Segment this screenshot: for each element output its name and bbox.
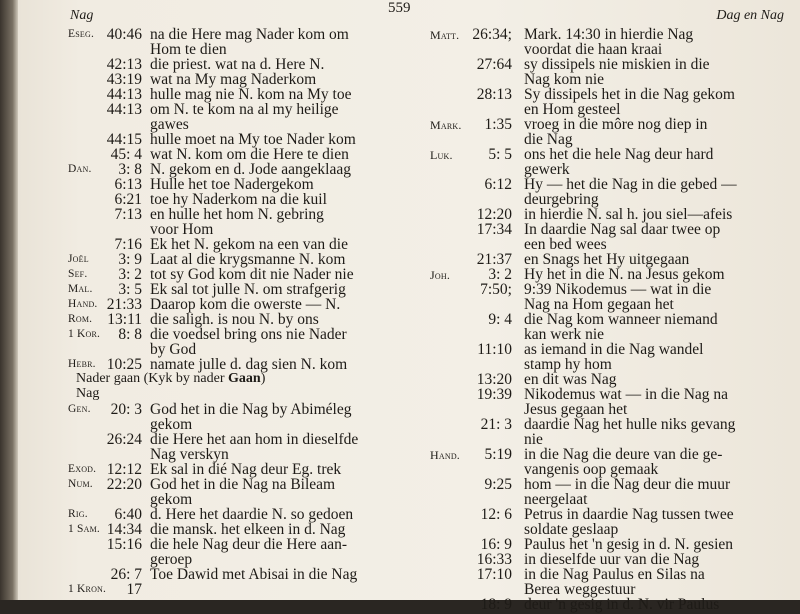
- concordance-entry: [410, 596, 800, 611]
- concordance-entry: [410, 251, 800, 266]
- verse-excerpt: Hy — het die Nag in die gebed —: [524, 176, 737, 193]
- concordance-entry: [410, 311, 800, 326]
- concordance-entry: [410, 401, 800, 416]
- verse-reference: 6:12: [484, 176, 512, 193]
- verse-excerpt: toe hy Naderkom na die kuil: [150, 191, 327, 208]
- verse-reference: 16:33: [476, 551, 512, 568]
- concordance-entry: [18, 386, 408, 401]
- dictionary-page: [18, 0, 800, 613]
- verse-reference: 8: 8: [118, 326, 142, 343]
- verse-excerpt: hom — in die Nag deur die muur: [524, 476, 731, 493]
- verse-excerpt: God het in die Nag na Bileam: [150, 476, 336, 493]
- heading-note: gaan (Kyk by nader: [110, 371, 228, 386]
- verse-reference: 12:20: [476, 206, 512, 223]
- verse-excerpt: Nag na Hom gegaan het: [524, 296, 674, 313]
- verse-reference: 43:19: [106, 71, 142, 88]
- verse-reference: 21:33: [106, 296, 142, 313]
- concordance-entry: [18, 146, 408, 161]
- verse-excerpt: hulle mag nie N. kom na My toe: [150, 86, 352, 103]
- verse-excerpt: d. Here het daardie N. so gedoen: [150, 506, 354, 523]
- verse-excerpt: Nikodemus wat — in die Nag na: [524, 386, 729, 403]
- verse-excerpt: die saligh. is nou N. by ons: [150, 311, 319, 328]
- verse-excerpt: namate julle d. dag sien N. kom: [150, 356, 348, 373]
- concordance-entry: [18, 296, 408, 311]
- verse-reference: 21:37: [476, 251, 512, 268]
- verse-reference: 13:20: [476, 371, 512, 388]
- verse-excerpt: 9:39 Nikodemus — wat in die: [524, 281, 712, 298]
- verse-reference: 44:13: [106, 101, 142, 118]
- verse-excerpt: Hulle het toe Nadergekom: [150, 176, 314, 193]
- concordance-entry: [410, 281, 800, 296]
- verse-excerpt: en Hom gesteel: [524, 101, 621, 118]
- book-abbreviation: Rig.: [68, 508, 88, 520]
- verse-excerpt: die Here het aan hom in dieselfde: [150, 431, 359, 448]
- concordance-entry: [18, 536, 408, 551]
- verse-excerpt: N. gekom en d. Jode aangeklaag: [150, 161, 352, 178]
- book-abbreviation: Hebr.: [68, 358, 96, 370]
- verse-reference: 12: 6: [480, 506, 512, 523]
- verse-excerpt: stamp hy hom: [524, 356, 612, 373]
- verse-reference: 6:21: [114, 191, 142, 208]
- verse-reference: 14:34: [106, 521, 142, 538]
- verse-excerpt: en hulle het hom N. gebring: [150, 206, 324, 223]
- verse-excerpt: die Nag kom wanneer niemand: [524, 311, 718, 328]
- verse-excerpt: Jesus gegaan het: [524, 401, 628, 418]
- concordance-entry: [410, 26, 800, 41]
- concordance-entry: [410, 551, 800, 566]
- concordance-entry: [18, 116, 408, 131]
- right-column: [410, 26, 800, 611]
- verse-reference: 7:50;: [480, 281, 512, 298]
- concordance-entry: [18, 326, 408, 341]
- verse-excerpt: Berea weggestuur: [524, 581, 636, 598]
- concordance-entry: [18, 41, 408, 56]
- concordance-entry: [18, 206, 408, 221]
- concordance-entry: [18, 431, 408, 446]
- verse-reference: 42:13: [106, 56, 142, 73]
- verse-excerpt: soldate geslaap: [524, 521, 619, 538]
- concordance-entry: [18, 491, 408, 506]
- concordance-entry: [410, 521, 800, 536]
- concordance-entry: [410, 461, 800, 476]
- verse-excerpt: vroeg in die môre nog diep in: [524, 116, 708, 133]
- heading-close: ): [260, 371, 266, 386]
- concordance-entry: [18, 221, 408, 236]
- concordance-entry: [410, 371, 800, 386]
- concordance-entry: [410, 266, 800, 281]
- verse-reference: 20: 3: [110, 401, 142, 418]
- verse-excerpt: die voedsel bring ons nie Nader: [150, 326, 347, 343]
- concordance-entry: [18, 311, 408, 326]
- concordance-entry: [18, 446, 408, 461]
- verse-excerpt: by God: [150, 341, 197, 358]
- verse-reference: 17:34: [476, 221, 512, 238]
- concordance-entry: [18, 281, 408, 296]
- concordance-entry: [410, 491, 800, 506]
- verse-reference: 45: 4: [110, 146, 142, 163]
- verse-reference: 17:10: [476, 566, 512, 583]
- verse-reference: 16: 9: [480, 536, 512, 553]
- verse-excerpt: Toe Dawid met Abisai in die Nag: [150, 566, 358, 583]
- book-abbreviation: Joël: [68, 253, 89, 265]
- book-abbreviation: Hand.: [68, 298, 98, 310]
- verse-excerpt: geroep: [150, 551, 193, 568]
- concordance-entry: [410, 356, 800, 371]
- concordance-entry: [18, 161, 408, 176]
- concordance-entry: [18, 401, 408, 416]
- verse-excerpt: Ek sal tot julle N. om strafgerig: [150, 281, 346, 298]
- concordance-entry: [18, 416, 408, 431]
- verse-excerpt: gekom: [150, 416, 193, 433]
- book-abbreviation: Exod.: [68, 463, 97, 475]
- heading-word: Nader: [76, 371, 111, 386]
- verse-excerpt: tot sy God kom dit nie Nader nie: [150, 266, 354, 283]
- concordance-entry: [410, 71, 800, 86]
- verse-excerpt: deurgebring: [524, 191, 599, 208]
- concordance-entry: [410, 101, 800, 116]
- section-heading: [76, 386, 99, 402]
- concordance-entry: [410, 581, 800, 596]
- book-abbreviation: Luk.: [430, 148, 453, 162]
- verse-excerpt: in die Nag die deure van die ge-: [524, 446, 723, 463]
- verse-excerpt: om N. te kom na al my heilige: [150, 101, 339, 118]
- verse-excerpt: kan werk nie: [524, 326, 605, 343]
- concordance-entry: [410, 386, 800, 401]
- concordance-entry: [410, 86, 800, 101]
- verse-excerpt: voor Hom: [150, 221, 214, 238]
- concordance-entry: [410, 41, 800, 56]
- verse-reference: 21: 3: [480, 416, 512, 433]
- concordance-entry: [410, 206, 800, 221]
- book-abbreviation: 1 Kron.: [68, 583, 107, 595]
- verse-excerpt: gewerk: [524, 161, 570, 178]
- header-left-word: Nag: [70, 8, 94, 23]
- verse-excerpt: Sy dissipels het in die Nag gekom: [524, 86, 735, 103]
- verse-reference: 3: 9: [118, 251, 142, 268]
- concordance-entry: [410, 566, 800, 581]
- verse-excerpt: die Nag: [524, 131, 573, 148]
- verse-reference: 6:13: [114, 176, 142, 193]
- verse-reference: 10:25: [106, 356, 142, 373]
- book-abbreviation: 1 Sam.: [68, 523, 100, 535]
- verse-excerpt: een bed wees: [524, 236, 607, 253]
- concordance-entry: [18, 26, 408, 41]
- section-heading: [76, 371, 265, 387]
- concordance-entry: [18, 86, 408, 101]
- verse-reference: 3: 5: [118, 281, 142, 298]
- concordance-entry: [410, 476, 800, 491]
- book-abbreviation: Joh.: [430, 268, 451, 282]
- concordance-entry: [410, 326, 800, 341]
- concordance-entry: [410, 431, 800, 446]
- verse-excerpt: neergelaat: [524, 491, 588, 508]
- book-abbreviation: Num.: [68, 478, 93, 490]
- book-abbreviation: Hand.: [430, 448, 460, 462]
- verse-excerpt: en Snags het Hy uitgegaan: [524, 251, 690, 268]
- verse-excerpt: gawes: [150, 116, 189, 133]
- verse-excerpt: daardie Nag het hulle niks gevang: [524, 416, 736, 433]
- verse-reference: 15:16: [106, 536, 142, 553]
- concordance-entry: [410, 116, 800, 131]
- verse-reference: 26:24: [106, 431, 142, 448]
- verse-excerpt: hulle moet na My toe Nader kom: [150, 131, 356, 148]
- verse-excerpt: vangenis oop gemaak: [524, 461, 659, 478]
- concordance-entry: [410, 236, 800, 251]
- concordance-entry: [410, 146, 800, 161]
- concordance-entry: [410, 296, 800, 311]
- verse-excerpt: na die Here mag Nader kom om: [150, 26, 349, 43]
- concordance-entry: [18, 521, 408, 536]
- verse-excerpt: sy dissipels nie miskien in die: [524, 56, 710, 73]
- verse-excerpt: Nag verskyn: [150, 446, 229, 463]
- verse-reference: 3: 8: [118, 161, 142, 178]
- verse-reference: 9:25: [484, 476, 512, 493]
- verse-excerpt: as iemand in die Nag wandel: [524, 341, 704, 358]
- verse-reference: 44:15: [106, 131, 142, 148]
- page-header: [18, 0, 800, 24]
- left-column: [18, 26, 408, 596]
- verse-excerpt: deur 'n gesig in d. N. vir Paulus: [524, 596, 720, 613]
- concordance-entry: [410, 506, 800, 521]
- concordance-entry: [410, 341, 800, 356]
- verse-reference: 17: [126, 581, 142, 598]
- concordance-entry: [18, 71, 408, 86]
- verse-reference: 7:13: [114, 206, 142, 223]
- verse-excerpt: Mark. 14:30 in hierdie Nag: [524, 26, 694, 43]
- verse-reference: 26:34;: [472, 26, 512, 43]
- verse-excerpt: ons het die hele Nag deur hard: [524, 146, 714, 163]
- verse-excerpt: gekom: [150, 491, 193, 508]
- verse-excerpt: Ek sal in dié Nag deur Eg. trek: [150, 461, 342, 478]
- verse-excerpt: Ek het N. gekom na een van die: [150, 236, 348, 253]
- verse-reference: 1:35: [484, 116, 512, 133]
- concordance-entry: [410, 56, 800, 71]
- verse-excerpt: in die Nag Paulus en Silas na: [524, 566, 705, 583]
- book-abbreviation: Sef.: [68, 268, 88, 280]
- verse-excerpt: Paulus het 'n gesig in d. N. gesien: [524, 536, 734, 553]
- concordance-entry: [410, 221, 800, 236]
- book-abbreviation: Mark.: [430, 118, 462, 132]
- verse-reference: 13:11: [107, 311, 142, 328]
- verse-excerpt: Laat al die krygsmanne N. kom: [150, 251, 346, 268]
- concordance-entry: [18, 566, 408, 581]
- verse-excerpt: wat N. kom om die Here te dien: [150, 146, 349, 163]
- heading-word: Nag: [76, 386, 100, 401]
- concordance-entry: [18, 56, 408, 71]
- verse-reference: 22:20: [106, 476, 142, 493]
- verse-excerpt: en dit was Nag: [524, 371, 617, 388]
- verse-reference: 26: 7: [110, 566, 142, 583]
- concordance-entry: [18, 581, 408, 596]
- concordance-entry: [18, 356, 408, 371]
- verse-reference: 3: 2: [488, 266, 512, 283]
- verse-reference: 40:46: [106, 26, 142, 43]
- header-right-words: Dag en Nag: [716, 8, 784, 23]
- verse-excerpt: Nag kom nie: [524, 71, 605, 88]
- heading-crossref: Gaan: [228, 371, 261, 386]
- concordance-entry: [18, 476, 408, 491]
- concordance-entry: [18, 236, 408, 251]
- concordance-entry: [18, 371, 408, 386]
- page-number: 559: [388, 0, 411, 16]
- concordance-entry: [18, 551, 408, 566]
- verse-excerpt: nie: [524, 431, 543, 448]
- verse-reference: 28:13: [476, 86, 512, 103]
- verse-reference: 3: 2: [118, 266, 142, 283]
- concordance-entry: [410, 191, 800, 206]
- concordance-entry: [18, 341, 408, 356]
- concordance-entry: [18, 191, 408, 206]
- verse-excerpt: in hierdie N. sal h. jou siel—afeis: [524, 206, 733, 223]
- verse-excerpt: voordat die haan kraai: [524, 41, 663, 58]
- concordance-entry: [410, 446, 800, 461]
- verse-reference: 19:39: [476, 386, 512, 403]
- book-abbreviation: Gen.: [68, 403, 91, 415]
- concordance-entry: [410, 161, 800, 176]
- concordance-entry: [18, 506, 408, 521]
- concordance-entry: [18, 131, 408, 146]
- verse-excerpt: wat na My mag Naderkom: [150, 71, 317, 88]
- verse-excerpt: die hele Nag deur die Here aan-: [150, 536, 348, 553]
- verse-excerpt: die priest. wat na d. Here N.: [150, 56, 325, 73]
- verse-excerpt: Daarop kom die owerste — N.: [150, 296, 341, 313]
- verse-reference: 44:13: [106, 86, 142, 103]
- verse-excerpt: Petrus in daardie Nag tussen twee: [524, 506, 734, 523]
- concordance-entry: [18, 251, 408, 266]
- concordance-entry: [410, 416, 800, 431]
- verse-excerpt: In daardie Nag sal daar twee op: [524, 221, 721, 238]
- verse-excerpt: Hom te dien: [150, 41, 227, 58]
- concordance-entry: [18, 101, 408, 116]
- verse-excerpt: Hy het in die N. na Jesus gekom: [524, 266, 725, 283]
- book-abbreviation: Rom.: [68, 313, 93, 325]
- verse-reference: 9: 4: [488, 311, 512, 328]
- verse-excerpt: die mansk. het elkeen in d. Nag: [150, 521, 346, 538]
- concordance-entry: [18, 461, 408, 476]
- verse-excerpt: in dieselfde uur van die Nag: [524, 551, 700, 568]
- book-abbreviation: Mal.: [68, 283, 93, 295]
- book-abbreviation: Matt.: [430, 28, 460, 42]
- book-abbreviation: Dan.: [68, 163, 92, 175]
- book-spine: [0, 0, 18, 600]
- book-abbreviation: 1 Kor.: [68, 328, 101, 340]
- verse-reference: 5:19: [484, 446, 512, 463]
- concordance-entry: [410, 536, 800, 551]
- verse-reference: 6:40: [114, 506, 142, 523]
- verse-reference: 11:10: [477, 341, 512, 358]
- verse-reference: 27:64: [476, 56, 512, 73]
- verse-reference: 12:12: [106, 461, 142, 478]
- verse-reference: 5: 5: [488, 146, 512, 163]
- concordance-entry: [410, 131, 800, 146]
- verse-excerpt: God het in die Nag by Abiméleg: [150, 401, 352, 418]
- book-abbreviation: Eseg.: [68, 28, 95, 40]
- concordance-entry: [410, 176, 800, 191]
- verse-reference: 7:16: [114, 236, 142, 253]
- concordance-entry: [18, 176, 408, 191]
- verse-reference: 18: 9: [480, 596, 512, 613]
- concordance-entry: [18, 266, 408, 281]
